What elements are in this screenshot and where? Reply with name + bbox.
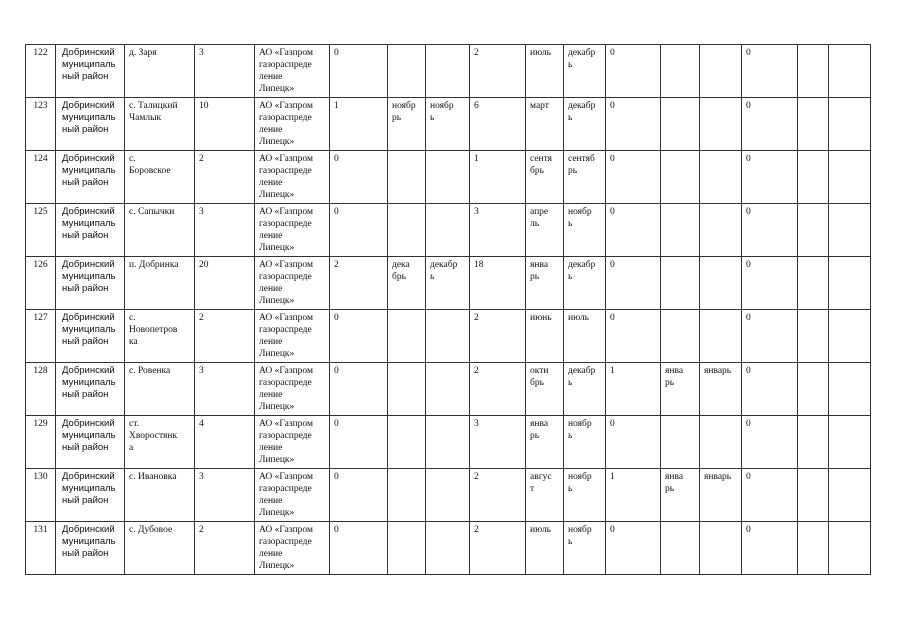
empty-cell bbox=[829, 522, 871, 575]
settlement-cell: д. Заря bbox=[125, 45, 195, 98]
month-start-cell: янва рь bbox=[526, 416, 564, 469]
month-start-cell bbox=[661, 98, 700, 151]
month-end-cell bbox=[426, 204, 470, 257]
month-end-cell: июль bbox=[564, 310, 606, 363]
value-cell: 0 bbox=[330, 416, 388, 469]
value-cell: 0 bbox=[330, 522, 388, 575]
count-cell: 3 bbox=[195, 204, 255, 257]
month-end-cell: ноябр ь bbox=[564, 469, 606, 522]
count-cell: 3 bbox=[195, 469, 255, 522]
district-cell: Добринский муниципаль ный район bbox=[56, 416, 125, 469]
empty-cell bbox=[829, 363, 871, 416]
organization-cell: АО «Газпром газораспреде ление Липецк» bbox=[255, 204, 330, 257]
month-start-cell: янва рь bbox=[661, 469, 700, 522]
value-cell: 2 bbox=[470, 469, 526, 522]
settlement-cell: ст. Хворостянк а bbox=[125, 416, 195, 469]
month-end-cell bbox=[426, 522, 470, 575]
value-cell: 0 bbox=[742, 204, 798, 257]
month-end-cell bbox=[426, 310, 470, 363]
value-cell: 2 bbox=[470, 363, 526, 416]
value-cell: 0 bbox=[742, 363, 798, 416]
empty-cell bbox=[829, 204, 871, 257]
value-cell: 0 bbox=[606, 151, 661, 204]
empty-cell bbox=[798, 45, 829, 98]
settlement-cell: с. Сапычки bbox=[125, 204, 195, 257]
month-end-cell: декабр ь bbox=[564, 363, 606, 416]
month-start-cell: окти брь bbox=[526, 363, 564, 416]
settlement-cell: с. Боровское bbox=[125, 151, 195, 204]
count-cell: 10 bbox=[195, 98, 255, 151]
empty-cell bbox=[798, 416, 829, 469]
month-start-cell bbox=[661, 45, 700, 98]
row-number-cell: 124 bbox=[26, 151, 56, 204]
month-end-cell bbox=[426, 151, 470, 204]
empty-cell bbox=[798, 204, 829, 257]
month-start-cell bbox=[388, 363, 426, 416]
settlement-cell: п. Добринка bbox=[125, 257, 195, 310]
month-end-cell: декабр ь bbox=[426, 257, 470, 310]
value-cell: 1 bbox=[606, 469, 661, 522]
empty-cell bbox=[798, 522, 829, 575]
value-cell: 3 bbox=[470, 416, 526, 469]
table-row bbox=[26, 522, 871, 575]
organization-cell: АО «Газпром газораспреде ление Липецк» bbox=[255, 469, 330, 522]
month-start-cell bbox=[388, 522, 426, 575]
table-row bbox=[26, 469, 871, 522]
month-start-cell: сентя брь bbox=[526, 151, 564, 204]
value-cell: 0 bbox=[606, 416, 661, 469]
table-row bbox=[26, 151, 871, 204]
value-cell: 0 bbox=[606, 45, 661, 98]
settlement-cell: с. Ивановка bbox=[125, 469, 195, 522]
month-end-cell: ноябр ь bbox=[564, 204, 606, 257]
value-cell: 1 bbox=[606, 363, 661, 416]
value-cell: 0 bbox=[742, 151, 798, 204]
organization-cell: АО «Газпром газораспреде ление Липецк» bbox=[255, 151, 330, 204]
month-start-cell bbox=[661, 522, 700, 575]
row-number-cell: 126 bbox=[26, 257, 56, 310]
month-start-cell bbox=[661, 151, 700, 204]
value-cell: 0 bbox=[330, 45, 388, 98]
count-cell: 2 bbox=[195, 522, 255, 575]
month-end-cell bbox=[700, 151, 742, 204]
value-cell: 0 bbox=[742, 257, 798, 310]
count-cell: 3 bbox=[195, 45, 255, 98]
organization-cell: АО «Газпром газораспреде ление Липецк» bbox=[255, 363, 330, 416]
table-row bbox=[26, 45, 871, 98]
count-cell: 2 bbox=[195, 310, 255, 363]
month-end-cell bbox=[700, 257, 742, 310]
month-end-cell bbox=[700, 45, 742, 98]
district-cell: Добринский муниципаль ный район bbox=[56, 469, 125, 522]
month-start-cell bbox=[388, 469, 426, 522]
empty-cell bbox=[829, 469, 871, 522]
count-cell: 20 bbox=[195, 257, 255, 310]
month-end-cell: декабр ь bbox=[564, 45, 606, 98]
organization-cell: АО «Газпром газораспреде ление Липецк» bbox=[255, 522, 330, 575]
value-cell: 0 bbox=[606, 98, 661, 151]
table-row bbox=[26, 363, 871, 416]
row-number-cell: 125 bbox=[26, 204, 56, 257]
value-cell: 0 bbox=[742, 522, 798, 575]
month-end-cell: январь bbox=[700, 363, 742, 416]
organization-cell: АО «Газпром газораспреде ление Липецк» bbox=[255, 416, 330, 469]
value-cell: 0 bbox=[742, 416, 798, 469]
month-end-cell: ноябр ь bbox=[426, 98, 470, 151]
settlement-cell: с. Талицкий Чамлык bbox=[125, 98, 195, 151]
district-cell: Добринский муниципаль ный район bbox=[56, 45, 125, 98]
row-number-cell: 127 bbox=[26, 310, 56, 363]
month-start-cell: апре ль bbox=[526, 204, 564, 257]
settlement-cell: с. Ровенка bbox=[125, 363, 195, 416]
district-cell: Добринский муниципаль ный район bbox=[56, 151, 125, 204]
month-start-cell bbox=[661, 257, 700, 310]
month-start-cell: дека брь bbox=[388, 257, 426, 310]
value-cell: 1 bbox=[470, 151, 526, 204]
row-number-cell: 128 bbox=[26, 363, 56, 416]
value-cell: 0 bbox=[606, 310, 661, 363]
month-start-cell: июнь bbox=[526, 310, 564, 363]
empty-cell bbox=[829, 416, 871, 469]
settlement-cell: с. Дубовое bbox=[125, 522, 195, 575]
month-end-cell bbox=[426, 363, 470, 416]
organization-cell: АО «Газпром газораспреде ление Липецк» bbox=[255, 257, 330, 310]
month-start-cell bbox=[388, 310, 426, 363]
empty-cell bbox=[798, 98, 829, 151]
month-start-cell: ноябр рь bbox=[388, 98, 426, 151]
month-start-cell: июль bbox=[526, 45, 564, 98]
month-end-cell: сентяб рь bbox=[564, 151, 606, 204]
organization-cell: АО «Газпром газораспреде ление Липецк» bbox=[255, 45, 330, 98]
value-cell: 6 bbox=[470, 98, 526, 151]
table-body bbox=[26, 45, 871, 575]
month-start-cell: янва рь bbox=[526, 257, 564, 310]
table-row bbox=[26, 257, 871, 310]
row-number-cell: 130 bbox=[26, 469, 56, 522]
value-cell: 2 bbox=[330, 257, 388, 310]
month-end-cell: ноябр ь bbox=[564, 522, 606, 575]
month-end-cell bbox=[700, 204, 742, 257]
empty-cell bbox=[798, 469, 829, 522]
month-start-cell: март bbox=[526, 98, 564, 151]
value-cell: 0 bbox=[330, 151, 388, 204]
value-cell: 3 bbox=[470, 204, 526, 257]
month-start-cell bbox=[388, 204, 426, 257]
district-cell: Добринский муниципаль ный район bbox=[56, 257, 125, 310]
table-row bbox=[26, 416, 871, 469]
district-cell: Добринский муниципаль ный район bbox=[56, 363, 125, 416]
table-row bbox=[26, 204, 871, 257]
value-cell: 0 bbox=[606, 522, 661, 575]
empty-cell bbox=[798, 151, 829, 204]
value-cell: 1 bbox=[330, 98, 388, 151]
count-cell: 4 bbox=[195, 416, 255, 469]
table-row bbox=[26, 98, 871, 151]
district-cell: Добринский муниципаль ный район bbox=[56, 310, 125, 363]
count-cell: 3 bbox=[195, 363, 255, 416]
month-end-cell bbox=[426, 45, 470, 98]
value-cell: 2 bbox=[470, 45, 526, 98]
value-cell: 2 bbox=[470, 310, 526, 363]
value-cell: 0 bbox=[330, 469, 388, 522]
month-start-cell: авгус т bbox=[526, 469, 564, 522]
empty-cell bbox=[829, 151, 871, 204]
settlement-cell: с. Новопетров ка bbox=[125, 310, 195, 363]
empty-cell bbox=[829, 98, 871, 151]
month-end-cell bbox=[700, 416, 742, 469]
month-end-cell bbox=[426, 416, 470, 469]
row-number-cell: 131 bbox=[26, 522, 56, 575]
value-cell: 0 bbox=[330, 310, 388, 363]
value-cell: 2 bbox=[470, 522, 526, 575]
value-cell: 0 bbox=[742, 310, 798, 363]
value-cell: 0 bbox=[330, 204, 388, 257]
value-cell: 0 bbox=[606, 204, 661, 257]
table-row bbox=[26, 310, 871, 363]
empty-cell bbox=[798, 310, 829, 363]
value-cell: 0 bbox=[742, 469, 798, 522]
month-start-cell: июль bbox=[526, 522, 564, 575]
month-start-cell bbox=[388, 45, 426, 98]
month-end-cell: ноябр ь bbox=[564, 416, 606, 469]
month-start-cell bbox=[388, 151, 426, 204]
month-end-cell bbox=[700, 98, 742, 151]
value-cell: 0 bbox=[606, 257, 661, 310]
month-end-cell bbox=[426, 469, 470, 522]
data-table bbox=[25, 44, 871, 575]
empty-cell bbox=[829, 257, 871, 310]
month-start-cell bbox=[661, 204, 700, 257]
month-end-cell: январь bbox=[700, 469, 742, 522]
value-cell: 0 bbox=[742, 45, 798, 98]
empty-cell bbox=[829, 45, 871, 98]
row-number-cell: 123 bbox=[26, 98, 56, 151]
district-cell: Добринский муниципаль ный район bbox=[56, 204, 125, 257]
count-cell: 2 bbox=[195, 151, 255, 204]
row-number-cell: 129 bbox=[26, 416, 56, 469]
row-number-cell: 122 bbox=[26, 45, 56, 98]
district-cell: Добринский муниципаль ный район bbox=[56, 522, 125, 575]
month-end-cell bbox=[700, 310, 742, 363]
district-cell: Добринский муниципаль ный район bbox=[56, 98, 125, 151]
empty-cell bbox=[798, 363, 829, 416]
month-end-cell: декабр ь bbox=[564, 257, 606, 310]
empty-cell bbox=[829, 310, 871, 363]
month-start-cell bbox=[661, 310, 700, 363]
organization-cell: АО «Газпром газораспреде ление Липецк» bbox=[255, 310, 330, 363]
month-end-cell bbox=[700, 522, 742, 575]
month-start-cell bbox=[661, 416, 700, 469]
value-cell: 18 bbox=[470, 257, 526, 310]
month-end-cell: декабр ь bbox=[564, 98, 606, 151]
empty-cell bbox=[798, 257, 829, 310]
month-start-cell bbox=[388, 416, 426, 469]
value-cell: 0 bbox=[330, 363, 388, 416]
value-cell: 0 bbox=[742, 98, 798, 151]
organization-cell: АО «Газпром газораспреде ление Липецк» bbox=[255, 98, 330, 151]
month-start-cell: янва рь bbox=[661, 363, 700, 416]
